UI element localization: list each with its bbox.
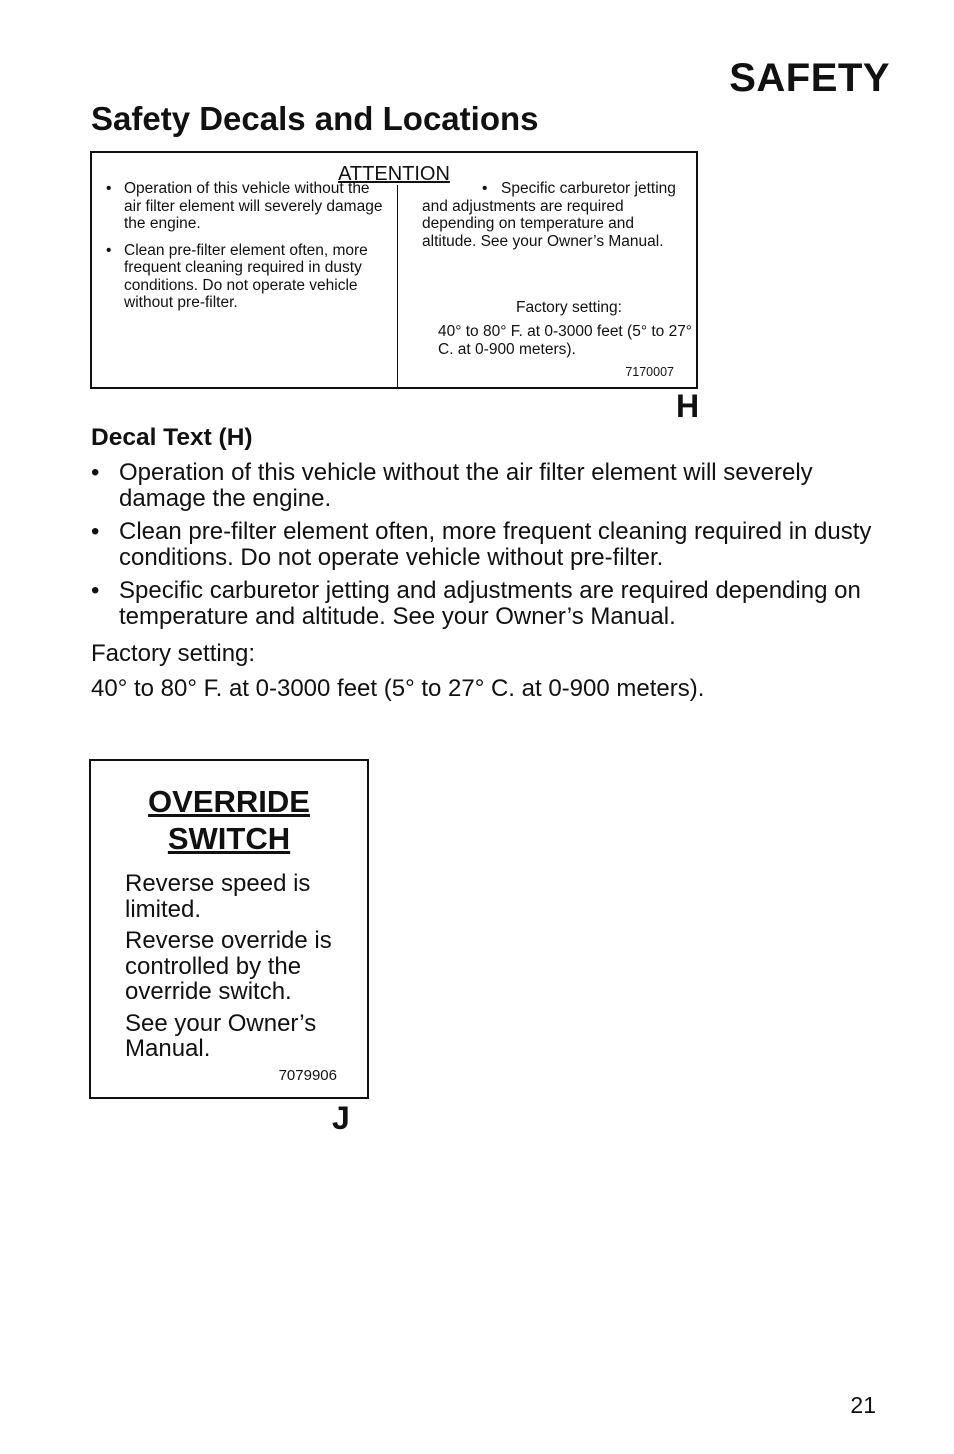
decal-j-title xyxy=(91,783,367,857)
decal-callout-j: J xyxy=(332,1100,350,1136)
decal-bullet: • Specific carburetor jetting xyxy=(422,180,682,198)
decal-divider xyxy=(397,185,398,387)
decal-j-body xyxy=(125,871,355,1068)
decal-j-line: Reverse speed is limited. xyxy=(125,870,311,923)
decal-text-heading: Decal Text (H) xyxy=(91,424,253,451)
decal-j-title-line: OVERRIDE xyxy=(148,784,310,819)
page-title: Safety Decals and Locations xyxy=(91,100,539,137)
decal-part-number: 7170007 xyxy=(625,365,674,379)
decal-bullet: • Operation of this vehicle without the air filter element will severely damage the engine. xyxy=(104,180,390,233)
list-item: • Specific carburetor jetting and adjustments are required depending on temperature and altitude. See your Owner’s Manual. xyxy=(91,578,881,629)
decal-bullet: • Clean pre-filter element often, more frequent cleaning required in dusty conditions. Do not operate vehicle without pre-filter. xyxy=(104,242,390,312)
decal-j xyxy=(89,759,369,1099)
decal-heading: ATTENTION xyxy=(338,163,450,185)
decal-text-list xyxy=(91,460,881,637)
section-header: SAFETY xyxy=(729,56,890,100)
decal-left-column xyxy=(104,180,390,321)
decal-right-column xyxy=(422,180,682,250)
decal-callout-h: H xyxy=(676,388,700,424)
decal-bullet-continued: and adjustments are required depending on temperature and altitude. See your Owner’s Manual. xyxy=(422,197,664,250)
decal-factory-label: Factory setting: xyxy=(516,299,622,316)
decal-h xyxy=(90,151,698,389)
factory-setting-label: Factory setting: xyxy=(91,640,256,667)
page-number: 21 xyxy=(850,1392,876,1418)
list-item: • Operation of this vehicle without the air filter element will severely damage the engine. xyxy=(91,460,881,511)
list-item: • Clean pre-filter element often, more frequent cleaning required in dusty conditions. Do not operate vehicle without pre-filter. xyxy=(91,519,881,570)
decal-part-number: 7079906 xyxy=(278,1067,337,1084)
factory-setting-value: 40° to 80° F. at 0-3000 feet (5° to 27° C. at 0-900 meters). xyxy=(91,675,705,702)
decal-j-line: Reverse override is controlled by the override switch. xyxy=(125,927,332,1005)
decal-factory-value: 40° to 80° F. at 0-3000 feet (5° to 27° C. at 0-900 meters). xyxy=(438,323,693,358)
decal-j-line: See your Owner’s Manual. xyxy=(125,1009,317,1062)
decal-j-title-line: SWITCH xyxy=(167,821,291,856)
